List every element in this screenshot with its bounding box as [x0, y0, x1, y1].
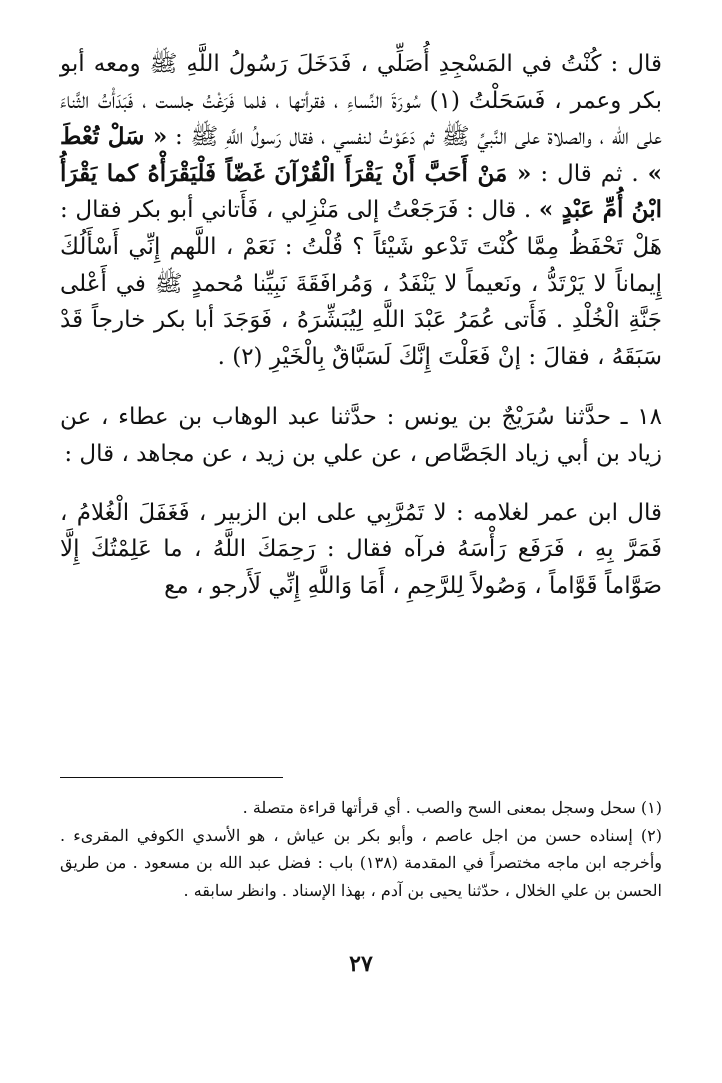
paragraph-text: . ثم قال :: [531, 160, 648, 187]
footnote-ref: (١): [429, 87, 460, 114]
footnote-1: (١) سحل وسجل بمعنى السح والصب . أي قرأتها قراءة متصلة .: [242, 798, 662, 817]
prophet-quote: « مَنْ أَحَبَّ أَنْ يَقْرَأَ الْقُرْآنَ غَضّاً فَلْيَقْرَأْهُ كما يَقْرَأُ ابْنُ أُمِّ عَبْدٍ »: [60, 159, 662, 224]
book-page: [60, 46, 662, 1083]
paragraph-text: .: [217, 343, 233, 370]
paragraph-text: حدَّثنا سُرَيْجٌ بن يونس : حدَّثنا عبد الوهاب بن عطاء ، عن زياد بن أبي زياد الجَصَّاص ، عن علي بن زيد ، عن مجاهد ، قال :: [60, 404, 662, 467]
paragraph-text: . قال : فَرَجَعْتُ إلى مَنْزِلي ، فَأَتاني أبو بكر فقال : هَلْ تَحْفَظُ مِمَّا كُنْتَ تَدْعو شَيْئاً ؟ قُلْتُ : نَعَمْ ، اللَّهم إِنِّي أَسْأَلُكَ إِيماناً لا يَرْتَدُّ ، ونَعيماً لا يَنْفَدُ ، وَمُرافَقَةَ نَبِيِّنا مُحمدٍ ﷺ في أَعْلى جَنَّةِ الْخُلْدِ . فَأَتى عُمَرُ عَبْدَ اللَّهِ لِيُبَشِّرَهُ ، فَوَجَدَ أبا بكر خارجاً قَدْ سَبَقَهُ ، فقالَ : إنْ فَعَلْتَ إِنَّكَ لَسَبَّاقٌ بِالْخَيْرِ: [60, 197, 662, 370]
footnote-2: (٢) إسناده حسن من اجل عاصم ، وأبو بكر بن عياش ، هو الأسدي الكوفي المقرىء . وأخرجه ابن ماجه مختصراً في المقدمة (١٣٨) باب : فضل عبد الله بن مسعود . من طريق الحسن بن علي الخلال ، حدّثنا يحيى بن آدم ، بهذا الإسناد . وانظر سابقه .: [60, 825, 662, 900]
hadith-number: ١٨ ـ: [620, 404, 662, 431]
prophet-quote: « سَلْ تُعْطَ »: [60, 123, 663, 187]
footnotes: [60, 794, 662, 904]
footnote-ref: (٢): [232, 343, 263, 370]
matn-paragraph: [60, 495, 662, 605]
footnote-divider: [60, 777, 283, 778]
paragraph-text: سُورَةَ النِّساءِ ، فقرأتها ، فلما فَرَغْتُ جلست ، فَبَدَأْتُ الثَّناءَ على الله ، والصلاة على النَّبيِّ ﷺ ثم دَعَوْتُ لنفسي ، فقال رَسولُ اللَّهِ ﷺ :: [60, 87, 662, 151]
paragraph-text: قال : كُنْتُ في المَسْجِدِ أُصَلِّي ، فَدَخَلَ رَسُولُ اللَّهِ ﷺ ومعه أبو بكر وعمر ، فَسَحَلْتُ: [60, 51, 662, 114]
isnad-paragraph: [60, 399, 662, 472]
hadith-paragraph: [60, 46, 662, 375]
paragraph-text: قال ابن عمر لغلامه : لا تَمُرَّبِي على ابن الزبير ، فَغَفَلَ الْغُلامُ ، فَمَرَّ بِهِ ، فَرَفَع رَأْسَهُ فرآه فقال : رَحِمَكَ اللَّهُ ، ما عَلِمْتُكَ إِلَّا صَوَّاماً قَوَّاماً ، وَصُولاً لِلرَّحِمِ ، أَمَا وَاللَّهِ إِنِّي لَأَرجو ، مع: [60, 499, 662, 599]
page-number: ٢٧: [349, 951, 373, 977]
